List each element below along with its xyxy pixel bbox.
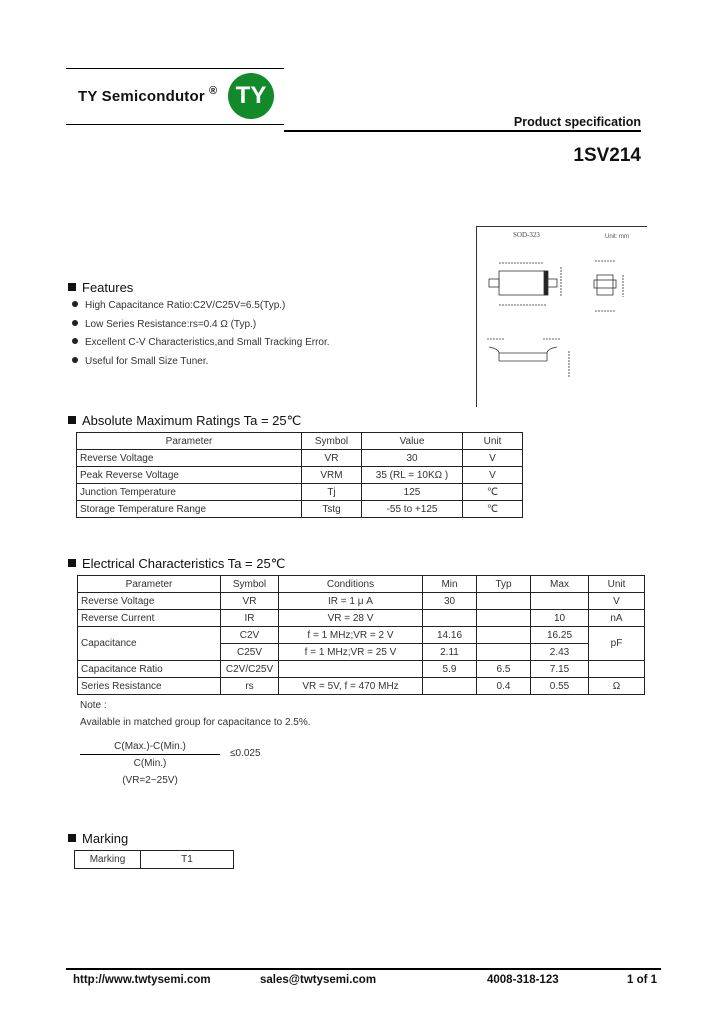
table-cell: 6.5 xyxy=(477,661,531,678)
table-header: Conditions xyxy=(279,576,423,593)
features-heading: Features xyxy=(68,280,133,295)
table-cell: Storage Temperature Range xyxy=(77,501,302,518)
formula-result: ≤0.025 xyxy=(230,748,261,759)
bullet-dot-icon xyxy=(72,320,78,326)
bullet-dot-icon xyxy=(72,338,78,344)
part-number: 1SV214 xyxy=(573,145,641,166)
feature-item: Useful for Small Size Tuner. xyxy=(72,356,208,367)
package-name: SOD-323 xyxy=(513,231,540,239)
table-cell: Reverse Current xyxy=(78,610,221,627)
package-outline-svg xyxy=(477,227,645,405)
table-header: Parameter xyxy=(77,433,302,450)
table-cell: 35 (RL = 10KΩ ) xyxy=(362,467,463,484)
table-cell: -55 to +125 xyxy=(362,501,463,518)
table-cell: 125 xyxy=(362,484,463,501)
formula-numerator: C(Max.)-C(Min.) xyxy=(114,741,186,752)
table-cell: 14.16 xyxy=(423,627,477,644)
feature-item: Excellent C-V Characteristics,and Small Tracking Error. xyxy=(72,337,330,348)
table-cell: nA xyxy=(589,610,645,627)
table-cell: 10 xyxy=(531,610,589,627)
table-cell xyxy=(477,593,531,610)
note-text: Available in matched group for capacitance to 2.5%. xyxy=(80,717,311,728)
table-row xyxy=(78,593,645,610)
feature-item: Low Series Resistance:rs=0.4 Ω (Typ.) xyxy=(72,319,256,330)
formula-fraction-bar xyxy=(80,754,220,755)
table-cell: 2.43 xyxy=(531,644,589,661)
footer-website-link[interactable]: http://www.twtysemi.com xyxy=(73,974,211,986)
table-cell: VR = 28 V xyxy=(279,610,423,627)
elec-table xyxy=(77,575,645,695)
table-row xyxy=(75,851,234,869)
table-header: Parameter xyxy=(78,576,221,593)
footer-email-link[interactable]: sales@twtysemi.com xyxy=(260,974,377,986)
table-header: Max xyxy=(531,576,589,593)
table-cell: Junction Temperature xyxy=(77,484,302,501)
table-cell: ℃ xyxy=(463,501,523,518)
table-cell: C2V xyxy=(221,627,279,644)
table-row xyxy=(78,610,645,627)
marking-label: Marking xyxy=(75,851,141,869)
table-cell xyxy=(477,644,531,661)
registered-mark: ® xyxy=(209,85,218,97)
header-right-rule xyxy=(284,130,641,132)
table-cell xyxy=(423,678,477,695)
table-row xyxy=(78,627,645,644)
bullet-dot-icon xyxy=(72,301,78,307)
table-cell: f = 1 MHz;VR = 25 V xyxy=(279,644,423,661)
formula-condition: (VR=2~25V) xyxy=(122,775,178,786)
abs-max-table xyxy=(76,432,523,518)
table-cell: Tj xyxy=(302,484,362,501)
footer-page-number: 1 of 1 xyxy=(627,974,658,986)
package-unit: Unit: mm xyxy=(605,234,629,240)
table-cell: VRM xyxy=(302,467,362,484)
table-cell: C25V xyxy=(221,644,279,661)
package-drawing xyxy=(476,226,647,407)
table-cell: 16.25 xyxy=(531,627,589,644)
table-row xyxy=(77,450,523,467)
table-cell: Series Resistance xyxy=(78,678,221,695)
table-cell: 0.4 xyxy=(477,678,531,695)
table-cell: V xyxy=(463,467,523,484)
table-cell: Tstg xyxy=(302,501,362,518)
table-cell: 2.11 xyxy=(423,644,477,661)
table-cell: V xyxy=(463,450,523,467)
table-cell xyxy=(279,661,423,678)
table-cell: Capacitance Ratio xyxy=(78,661,221,678)
bullet-dot-icon xyxy=(72,357,78,363)
abs-max-heading: Absolute Maximum Ratings Ta = 25℃ xyxy=(68,413,301,429)
bullet-square-icon xyxy=(68,559,76,567)
table-header: Unit xyxy=(463,433,523,450)
table-cell: ℃ xyxy=(463,484,523,501)
table-row xyxy=(77,484,523,501)
table-header: Value xyxy=(362,433,463,450)
table-cell xyxy=(531,593,589,610)
table-cell: IR xyxy=(221,610,279,627)
table-cell: 30 xyxy=(423,593,477,610)
table-cell: pF xyxy=(589,627,645,661)
table-header: Symbol xyxy=(221,576,279,593)
formula-denominator: C(Min.) xyxy=(133,758,167,769)
table-header: Unit xyxy=(589,576,645,593)
table-cell: rs xyxy=(221,678,279,695)
footer-phone: 4008-318-123 xyxy=(487,974,559,986)
table-cell: Reverse Voltage xyxy=(78,593,221,610)
marking-table xyxy=(74,850,234,869)
table-header: Symbol xyxy=(302,433,362,450)
table-cell xyxy=(477,610,531,627)
table-header-row xyxy=(78,576,645,593)
table-cell: Peak Reverse Voltage xyxy=(77,467,302,484)
table-cell: 30 xyxy=(362,450,463,467)
elec-heading: Electrical Characteristics Ta = 25℃ xyxy=(68,556,285,572)
table-row xyxy=(78,678,645,695)
table-cell: 0.55 xyxy=(531,678,589,695)
marking-heading: Marking xyxy=(68,831,128,846)
note-label: Note : xyxy=(80,700,107,711)
company-name: TY Semicondutor xyxy=(78,88,205,105)
bullet-square-icon xyxy=(68,283,76,291)
table-cell: 5.9 xyxy=(423,661,477,678)
bullet-square-icon xyxy=(68,416,76,424)
table-cell: VR = 5V, f = 470 MHz xyxy=(279,678,423,695)
company-logo: TY xyxy=(228,73,274,119)
feature-item: High Capacitance Ratio:C2V/C25V=6.5(Typ.) xyxy=(72,300,285,311)
footer-rule xyxy=(66,968,661,970)
table-header: Typ xyxy=(477,576,531,593)
header-top-rule xyxy=(66,68,284,69)
table-cell: V xyxy=(589,593,645,610)
table-cell xyxy=(423,610,477,627)
table-row xyxy=(77,467,523,484)
bullet-square-icon xyxy=(68,834,76,842)
table-cell xyxy=(589,661,645,678)
table-cell: Reverse Voltage xyxy=(77,450,302,467)
table-cell: C2V/C25V xyxy=(221,661,279,678)
table-cell: Capacitance xyxy=(78,627,221,661)
table-cell xyxy=(477,627,531,644)
header-left-rule xyxy=(66,124,284,125)
table-header-row xyxy=(77,433,523,450)
table-row xyxy=(77,501,523,518)
product-specification: Product specification xyxy=(513,115,641,129)
table-cell: f = 1 MHz;VR = 2 V xyxy=(279,627,423,644)
table-cell: Ω xyxy=(589,678,645,695)
table-cell: VR xyxy=(302,450,362,467)
table-cell: IR = 1 μ A xyxy=(279,593,423,610)
marking-value: T1 xyxy=(141,851,234,869)
table-cell: VR xyxy=(221,593,279,610)
table-header: Min xyxy=(423,576,477,593)
table-row xyxy=(78,661,645,678)
table-cell: 7.15 xyxy=(531,661,589,678)
